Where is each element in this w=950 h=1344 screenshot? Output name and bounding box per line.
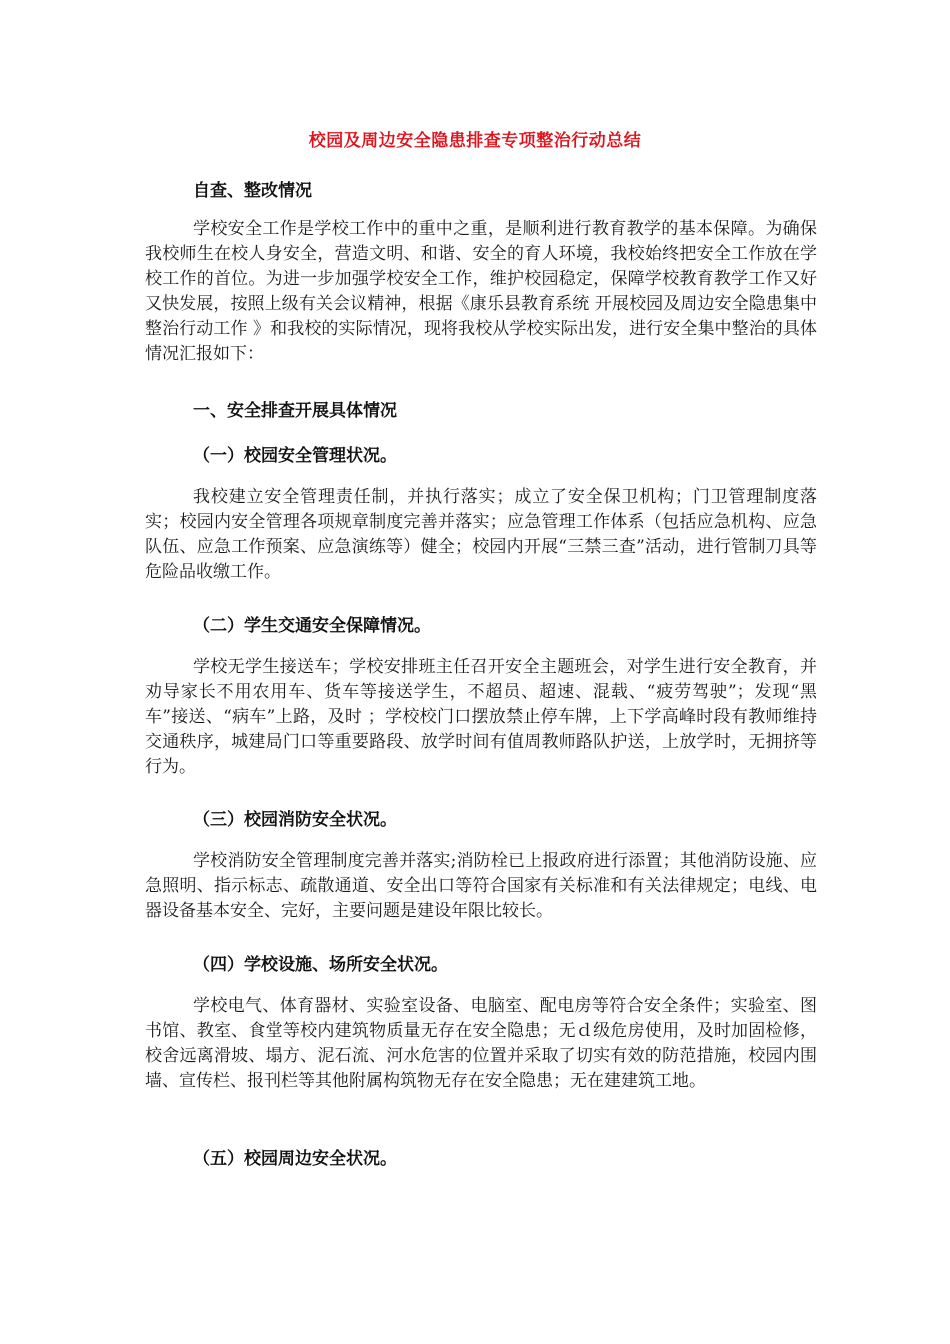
document-title: 校园及周边安全隐患排查专项整治行动总结 (308, 131, 642, 151)
subsection-paragraph-2: 学校无学生接送车；学校安排班主任召开安全主题班会，对学生进行安全教育，并劝导家长不用农用车、货车等接送学生，不超员、超速、混载、“疲劳驾驶”；发现“黑车”接送、“病车”上路，及时 ；学校校门口摆放禁止停车牌，上下学高峰时段有教师维持交通秩序，城建局门口等重要路段、放学时间有值周教师路队护送，上放学时，无拥挤等行为。 (145, 657, 817, 777)
subsection-paragraph-3: 学校消防安全管理制度完善并落实;消防栓已上报政府进行添置；其他消防设施、应急照明、指示标志、疏散通道、安全出口等符合国家有关标准和有关法律规定；电线、电器设备基本安全、完好，主要问题是建设年限比较长。 (145, 851, 817, 921)
subsection-paragraph-1: 我校建立安全管理责任制，并执行落实；成立了安全保卫机构；门卫管理制度落实；校园内安全管理各项规章制度完善并落实；应急管理工作体系（包括应急机构、应急队伍、应急工作预案、应急演练等）健全；校园内开展“三禁三查”活动，进行管制刀具等危险品收缴工作。 (145, 487, 817, 582)
subsection-heading-3: （三）校园消防安全状况。 (193, 810, 397, 830)
intro-paragraph: 学校安全工作是学校工作中的重中之重，是顺利进行教育教学的基本保障。为确保我校师生在校人身安全，营造文明、和谐、安全的育人环境，我校始终把安全工作放在学校工作的首位。为进一步加强学校安全工作，维护校园稳定，保障学校教育教学工作又好又快发展，按照上级有关会议精神，根据《康乐县教育系统 开展校园及周边安全隐患集中整治行动工作 》和我校的实际情况，现将我校从学校实际出发，进行安全集中整治的具体情况汇报如下： (145, 219, 817, 364)
subsection-heading-4: （四）学校设施、场所安全状况。 (193, 955, 448, 975)
section-heading-self-check: 自查、整改情况 (193, 181, 312, 201)
subsection-heading-2: （二）学生交通安全保障情况。 (193, 616, 431, 636)
subsection-heading-1: （一）校园安全管理状况。 (193, 446, 397, 466)
subsection-heading-5: （五）校园周边安全状况。 (193, 1149, 397, 1169)
subsection-paragraph-4: 学校电气、体育器材、实验室设备、电脑室、配电房等符合安全条件；实验室、图书馆、教室、食堂等校内建筑物质量无存在安全隐患；无ｄ级危房使用，及时加固检修，校舍远离滑坡、塌方、泥石流、河水危害的位置并采取了切实有效的防范措施，校园内围墙、宣传栏、报刊栏等其他附属构筑物无存在安全隐患；无在建建筑工地。 (145, 996, 817, 1091)
section-heading-one: 一、安全排查开展具体情况 (193, 401, 397, 421)
